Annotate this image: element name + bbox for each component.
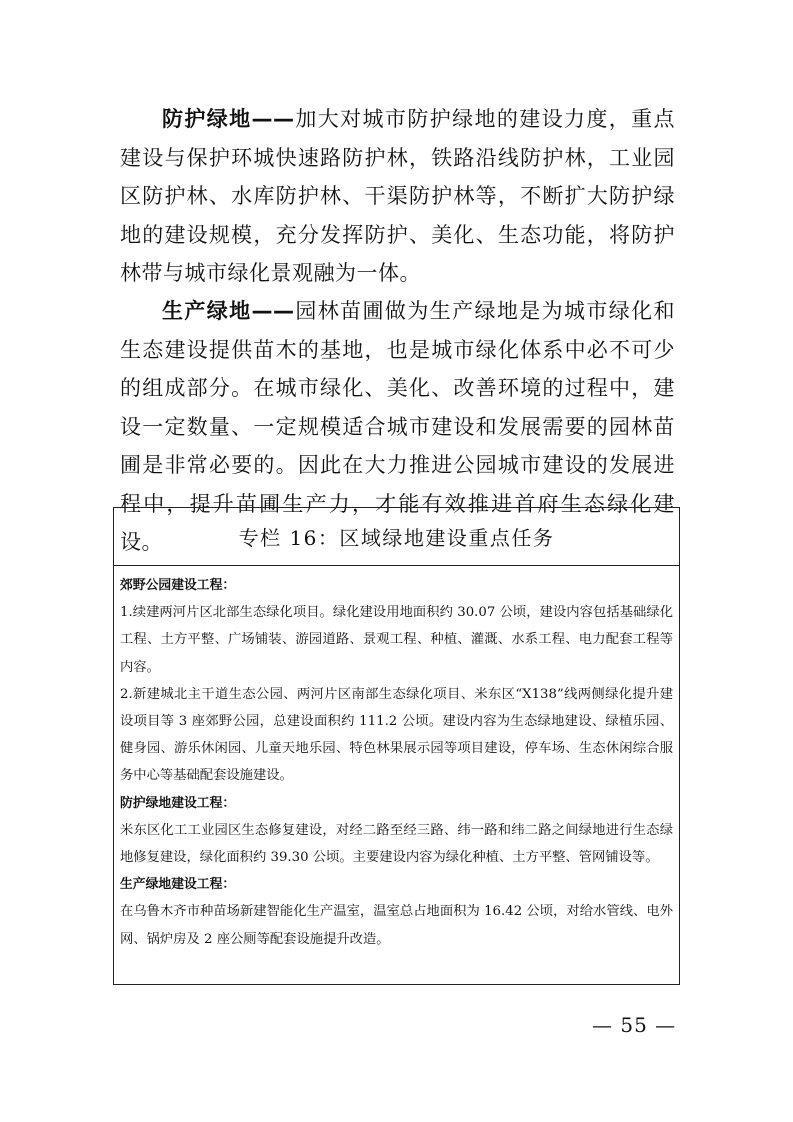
section-heading: 防护绿地建设工程： (120, 795, 236, 811)
section-heading: 郊野公园建设工程： (120, 578, 236, 593)
feature-box (113, 507, 680, 985)
feature-box-title: 专栏 16：区域绿地建设重点任务 (114, 508, 679, 566)
section-item: 1.续建两河片区北部生态绿化项目。绿化建设用地面积约 30.07 公顷，建设内容包括基础绿化工程、土方平整、广场铺装、游园道路、景观工程、种植、灌溉、水系工程、电力配套工程等内容。 (120, 605, 673, 675)
paragraph-text: 加大对城市防护绿地的建设力度，重点建设与保护环城快速路防护林，铁路沿线防护林，工业园区防护林、水库防护林、干渠防护林等，不断扩大防护绿地的建设规模，充分发挥防护、美化、生态功能，将防护林带与城市绿化景观融为一体。 (120, 107, 676, 285)
section-item: 在乌鲁木齐市种苗场新建智能化生产温室，温室总占地面积为 16.42 公顷，对给水管线、电外网、锅炉房及 2 座公厕等配套设施提升改造。 (120, 904, 673, 947)
section-item: 米东区化工工业园区生态修复建设，对经二路至经三路、纬一路和纬二路之间绿地进行生态绿地修复建设，绿化面积约 39.30 公顷。主要建设内容为绿化种植、土方平整、管网铺设等。 (120, 822, 673, 866)
feature-box-body (114, 566, 679, 953)
paragraph-lead: 生产绿地—— (162, 299, 295, 323)
page-number: — 55 — (592, 1013, 677, 1037)
paragraph-lead: 防护绿地—— (162, 107, 295, 131)
section-heading: 生产绿地建设工程： (120, 877, 236, 893)
section-item: 2.新建城北主干道生态公园、两河片区南部生态绿化项目、米东区“X138”线两侧绿化提升建设项目等 3 座郊野公园，总建设面积约 111.2 公顷。建设内容为生态绿地建设、绿植乐园、健身园、游乐休闲园、儿童天地乐园、特色林果展示园等项目建设，停车场、生态休闲综合服务中心等基础配套设施建设。 (120, 686, 673, 784)
paragraph-text: 园林苗圃做为生产绿地是为城市绿化和生态建设提供苗木的基地，也是城市绿化体系中必不可少的组成部分。在城市绿化、美化、改善环境的过程中，建设一定数量、一定规模适合城市建设和发展需要的园林苗圃是非常必要的。因此在大力推进公园城市建设的发展进程中，提升苗圃生产力，才能有效推进首府生态绿化建设。 (120, 299, 676, 554)
paragraph-protective-green (120, 100, 675, 293)
